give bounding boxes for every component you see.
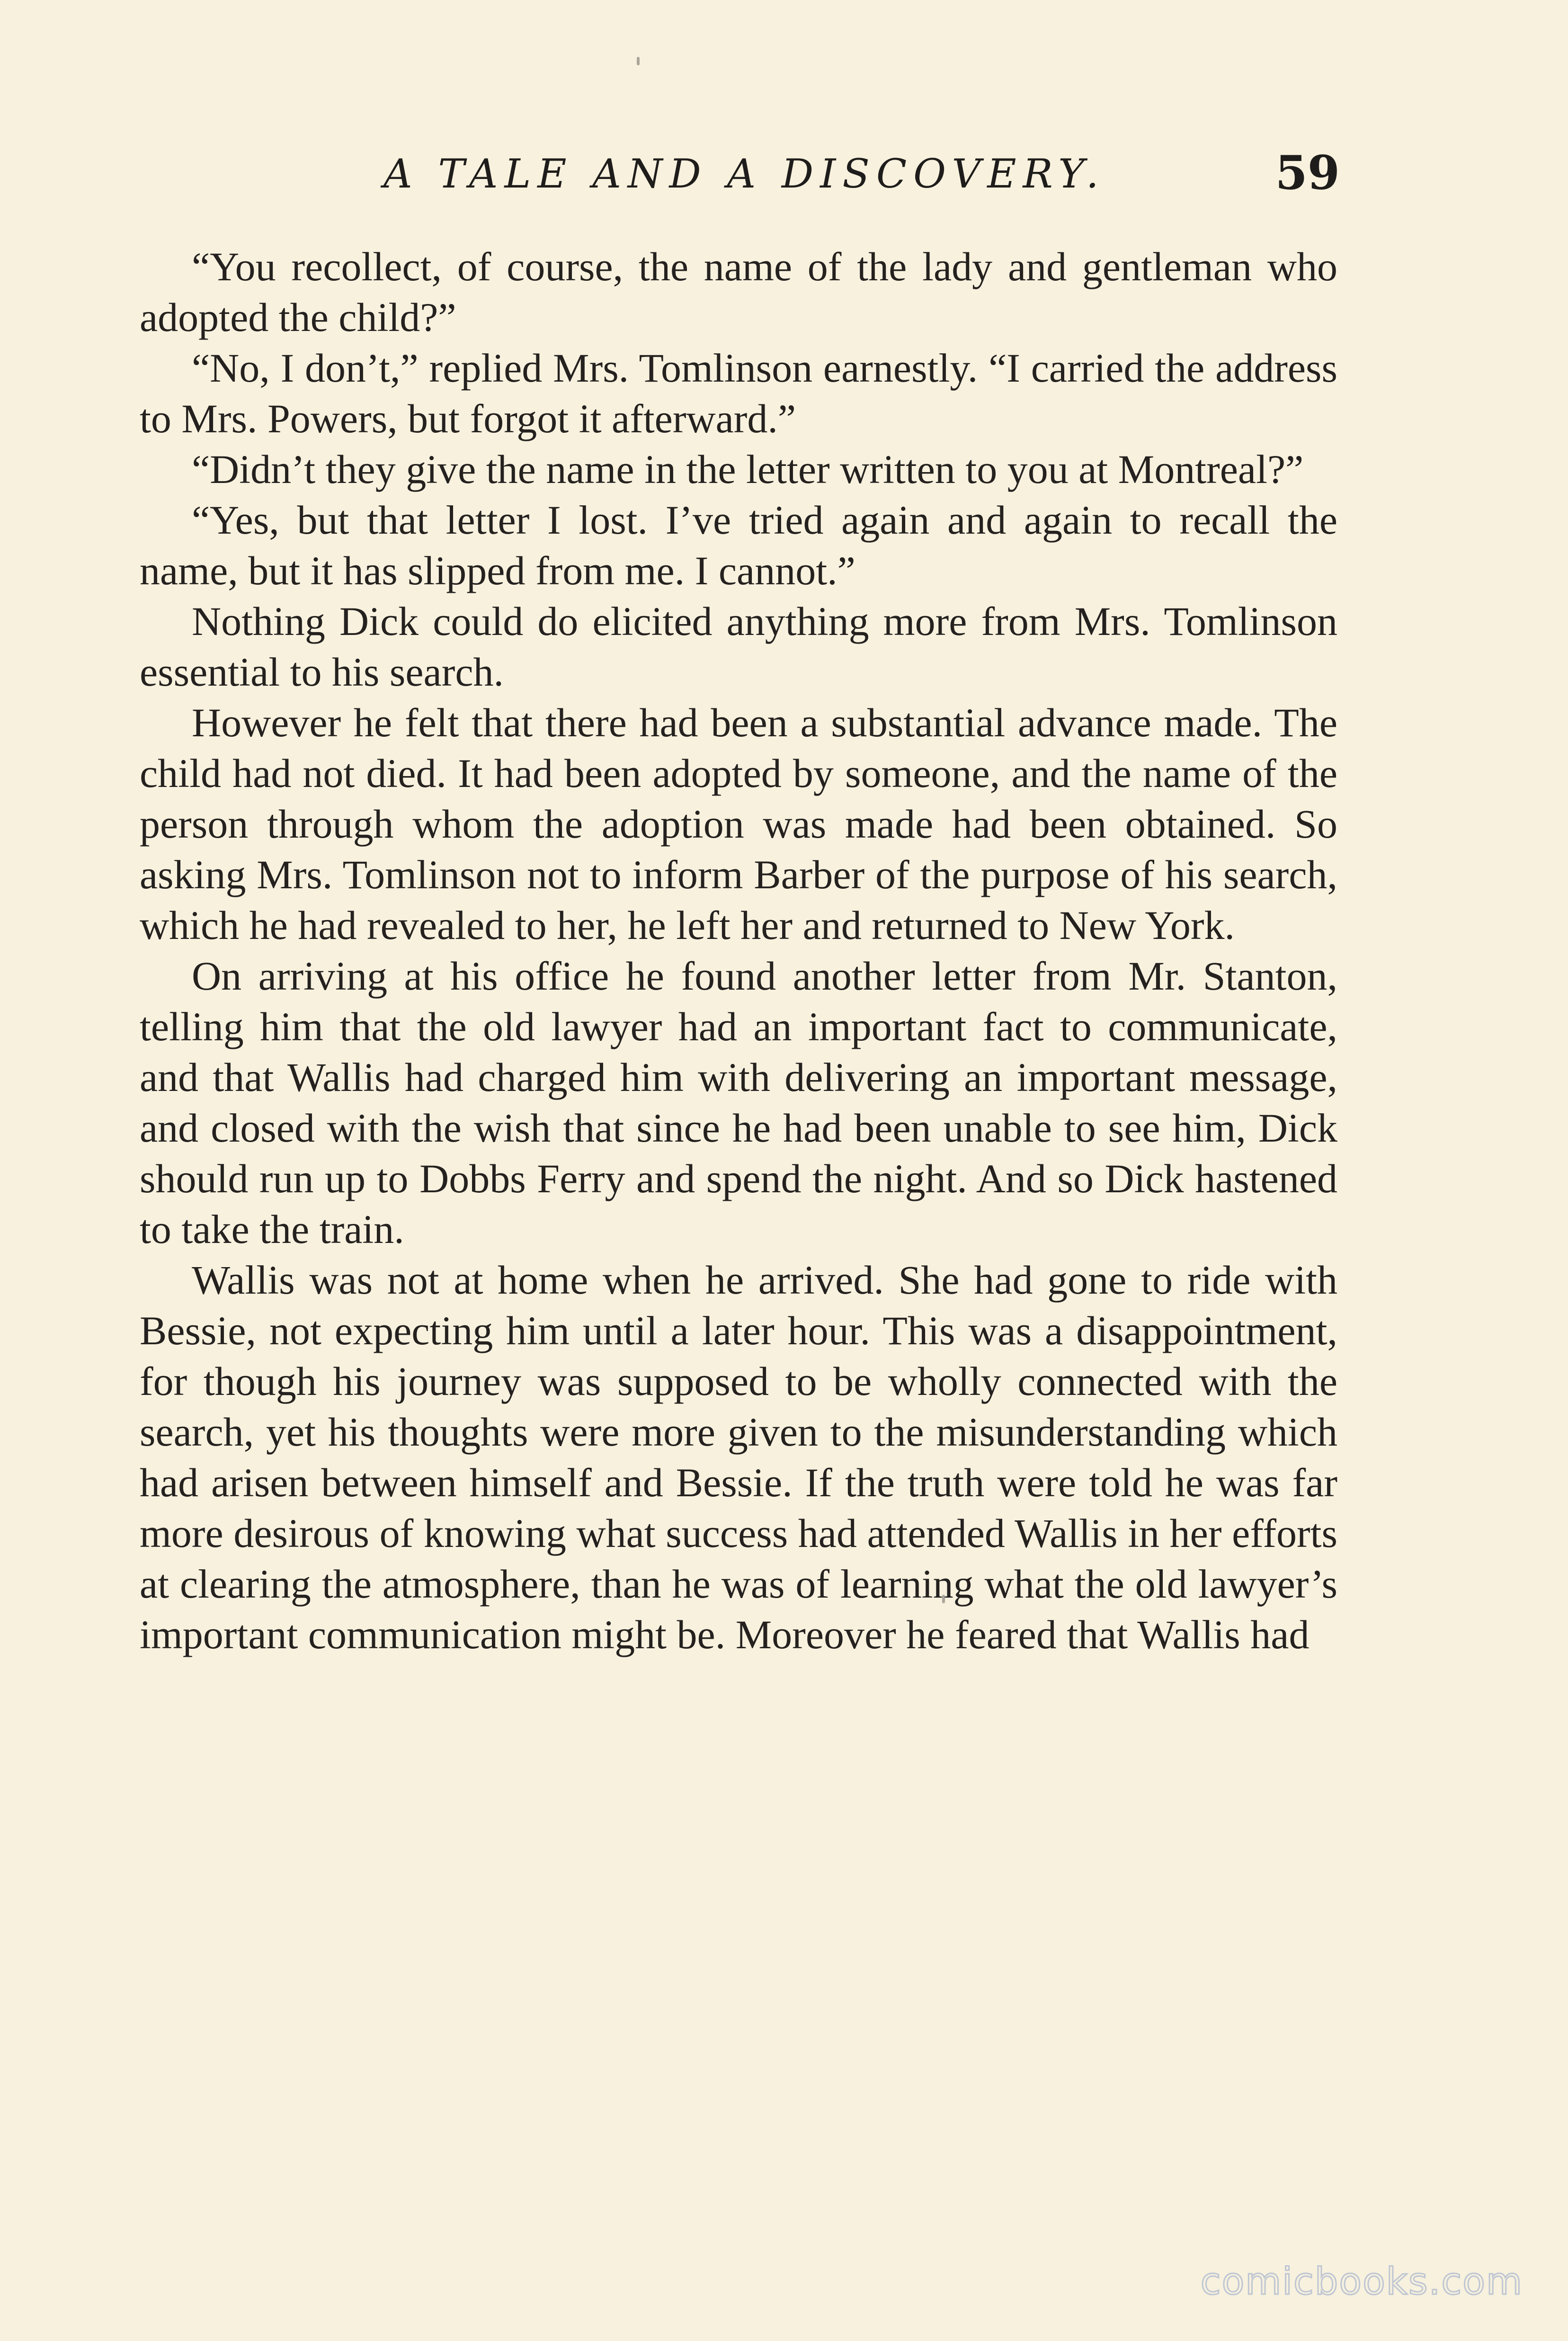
ink-speck bbox=[637, 57, 640, 65]
paragraph: Wallis was not at home when he arrived. She had gone to ride with Bessie, not expecting him until a later hour. This was a disappointment, for though his journey was supposed to be wholly connected with the search, yet his thoughts were more given to the misunderstanding which had arisen between himself and Bessie. If the truth were told he was far more desirous of knowing what success had attended Wallis in her efforts at clearing the atmosphere, than he was of learning what the old lawyer’s important communication might be. Moreover he feared that Wallis had bbox=[140, 1257, 1337, 1657]
running-header bbox=[137, 142, 1340, 208]
paragraph: “No, I don’t,” replied Mrs. Tomlinson earnestly. “I carried the address to Mrs. Powers, but forgot it afterward.” bbox=[140, 345, 1337, 441]
body-text bbox=[140, 241, 1337, 1660]
paragraph: Nothing Dick could do elicited anything more from Mrs. Tomlinson essential to his search. bbox=[140, 599, 1337, 695]
paragraph: However he felt that there had been a substantial advance made. The child had not died. It had been adopted by someone, and the name of the person through whom the adoption was made had been obtained. So asking Mrs. Tomlinson not to inform Barber of the purpose of his search, which he had revealed to her, he left her and returned to New York. bbox=[140, 700, 1337, 948]
running-title: A TALE AND A DISCOVERY. bbox=[383, 151, 1105, 197]
page-number: 59 bbox=[1275, 146, 1340, 200]
paragraph: “You recollect, of course, the name of the lady and gentleman who adopted the child?” bbox=[140, 244, 1337, 340]
watermark: comicbooks.com bbox=[1200, 2261, 1523, 2303]
paragraph: On arriving at his office he found another letter from Mr. Stanton, telling him that the old lawyer had an important fact to communicate, and that Wallis had charged him with delivering an important message, and closed with the wish that since he had been unable to see him, Dick should run up to Dobbs Ferry and spend the night. And so Dick hastened to take the train. bbox=[140, 953, 1337, 1252]
paragraph: “Yes, but that letter I lost. I’ve tried again and again to recall the name, but it has slipped from me. I cannot.” bbox=[140, 497, 1337, 593]
paragraph: “Didn’t they give the name in the letter written to you at Montreal?” bbox=[192, 447, 1304, 492]
